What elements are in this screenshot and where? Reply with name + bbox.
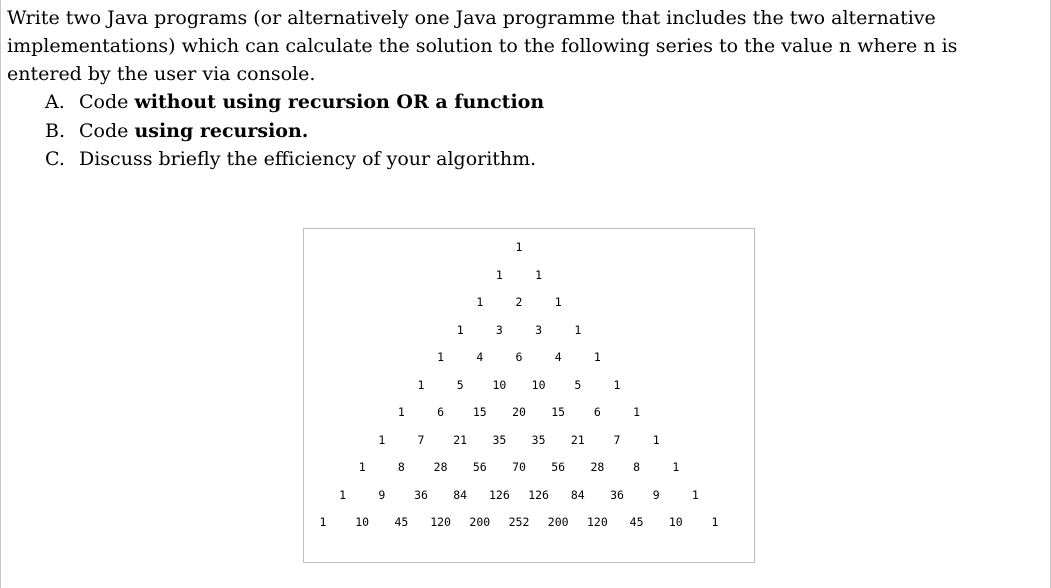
pascal-number: 4 xyxy=(554,350,562,364)
pascal-number: 1 xyxy=(711,515,719,529)
task-text xyxy=(79,145,536,174)
pascal-number: 36 xyxy=(610,487,624,502)
pascal-number: 9 xyxy=(652,487,660,502)
pascal-number: 56 xyxy=(551,460,566,474)
pascal-number: 10 xyxy=(531,377,546,392)
pascal-number: 35 xyxy=(492,432,507,447)
task-list xyxy=(45,88,544,174)
question-line-3: entered by the user via console. xyxy=(7,63,316,85)
pascal-number: 21 xyxy=(453,432,468,447)
pascal-number: 20 xyxy=(512,405,526,419)
pascal-number: 9 xyxy=(378,487,386,502)
pascal-number: 120 xyxy=(587,515,608,529)
pascal-row xyxy=(304,458,754,476)
pascal-number: 28 xyxy=(433,460,448,474)
pascal-row xyxy=(304,513,754,531)
task-text-plain: Code xyxy=(79,91,135,113)
pascal-row xyxy=(304,293,754,311)
pascal-number: 8 xyxy=(633,460,641,474)
pascal-number: 10 xyxy=(668,515,683,529)
pascal-row xyxy=(304,403,754,421)
pascal-number: 1 xyxy=(672,460,680,474)
task-item-c xyxy=(45,145,544,174)
pascal-number: 8 xyxy=(397,460,405,474)
pascal-number: 1 xyxy=(691,487,699,502)
pascal-number: 3 xyxy=(495,322,503,337)
pascal-row xyxy=(304,321,754,339)
task-item-b xyxy=(45,117,544,146)
pascal-number: 21 xyxy=(570,432,585,447)
pascal-number: 7 xyxy=(417,432,425,447)
pascal-number: 70 xyxy=(512,460,526,474)
pascal-number: 6 xyxy=(437,405,445,419)
pascal-number: 2 xyxy=(515,295,523,309)
pascal-number: 84 xyxy=(453,487,468,502)
pascal-number: 1 xyxy=(358,460,366,474)
pascal-number: 1 xyxy=(554,295,562,309)
task-text-bold: using recursion. xyxy=(134,119,309,142)
pascal-number: 56 xyxy=(472,460,487,474)
pascal-number: 126 xyxy=(489,487,510,502)
task-item-a xyxy=(45,88,544,117)
pascal-number: 1 xyxy=(574,322,582,337)
pascal-number: 1 xyxy=(613,377,621,392)
pascal-number: 84 xyxy=(570,487,585,502)
question-line-2: implementations) which can calculate the solution to the following series to the value n where n is xyxy=(7,35,958,57)
pascal-triangle-figure xyxy=(303,228,755,563)
pascal-number: 35 xyxy=(531,432,546,447)
pascal-number: 6 xyxy=(515,350,523,364)
pascal-number: 6 xyxy=(593,405,601,419)
pascal-number: 1 xyxy=(593,350,601,364)
task-text-plain: Discuss briefly the efficiency of your algorithm. xyxy=(79,148,537,170)
pascal-number: 15 xyxy=(551,405,566,419)
pascal-number: 10 xyxy=(492,377,507,392)
pascal-number: 1 xyxy=(378,432,386,447)
pascal-number: 45 xyxy=(394,515,409,529)
pascal-number: 1 xyxy=(397,405,405,419)
pascal-number: 1 xyxy=(495,267,503,282)
pascal-number: 45 xyxy=(629,515,644,529)
pascal-row xyxy=(304,348,754,366)
pascal-row xyxy=(304,431,754,449)
pascal-number: 36 xyxy=(414,487,428,502)
pascal-row xyxy=(304,486,754,504)
pascal-number: 1 xyxy=(417,377,425,392)
pascal-number: 200 xyxy=(547,515,569,529)
question-text xyxy=(7,4,1042,88)
pascal-number: 252 xyxy=(508,515,530,529)
pascal-number: 1 xyxy=(515,240,523,254)
pascal-number: 1 xyxy=(633,405,641,419)
pascal-number: 7 xyxy=(613,432,621,447)
pascal-number: 1 xyxy=(476,295,484,309)
task-letter: A. xyxy=(45,91,65,113)
task-text xyxy=(79,88,544,117)
pascal-number: 120 xyxy=(430,515,451,529)
pascal-number: 5 xyxy=(456,377,464,392)
pascal-row xyxy=(304,376,754,394)
pascal-number: 1 xyxy=(319,515,327,529)
task-text xyxy=(79,117,308,146)
pascal-number: 3 xyxy=(535,322,543,337)
pascal-number: 126 xyxy=(528,487,549,502)
task-text-plain: Code xyxy=(79,119,135,142)
task-letter: B. xyxy=(45,119,66,142)
pascal-number: 28 xyxy=(590,460,605,474)
pascal-row xyxy=(304,238,754,256)
pascal-number: 200 xyxy=(469,515,491,529)
pascal-number: 1 xyxy=(456,322,464,337)
pascal-number: 1 xyxy=(437,350,445,364)
task-letter: C. xyxy=(45,148,65,170)
pascal-number: 1 xyxy=(652,432,660,447)
pascal-row xyxy=(304,266,754,284)
question-line-1: Write two Java programs (or alternatively one Java programme that includes the two alternative xyxy=(7,7,936,29)
pascal-number: 1 xyxy=(339,487,347,502)
task-text-bold: without using recursion OR a function xyxy=(134,91,545,113)
pascal-number: 15 xyxy=(472,405,487,419)
pascal-number: 10 xyxy=(355,515,370,529)
pascal-number: 4 xyxy=(476,350,484,364)
pascal-number: 5 xyxy=(574,377,582,392)
pascal-number: 1 xyxy=(535,267,543,282)
